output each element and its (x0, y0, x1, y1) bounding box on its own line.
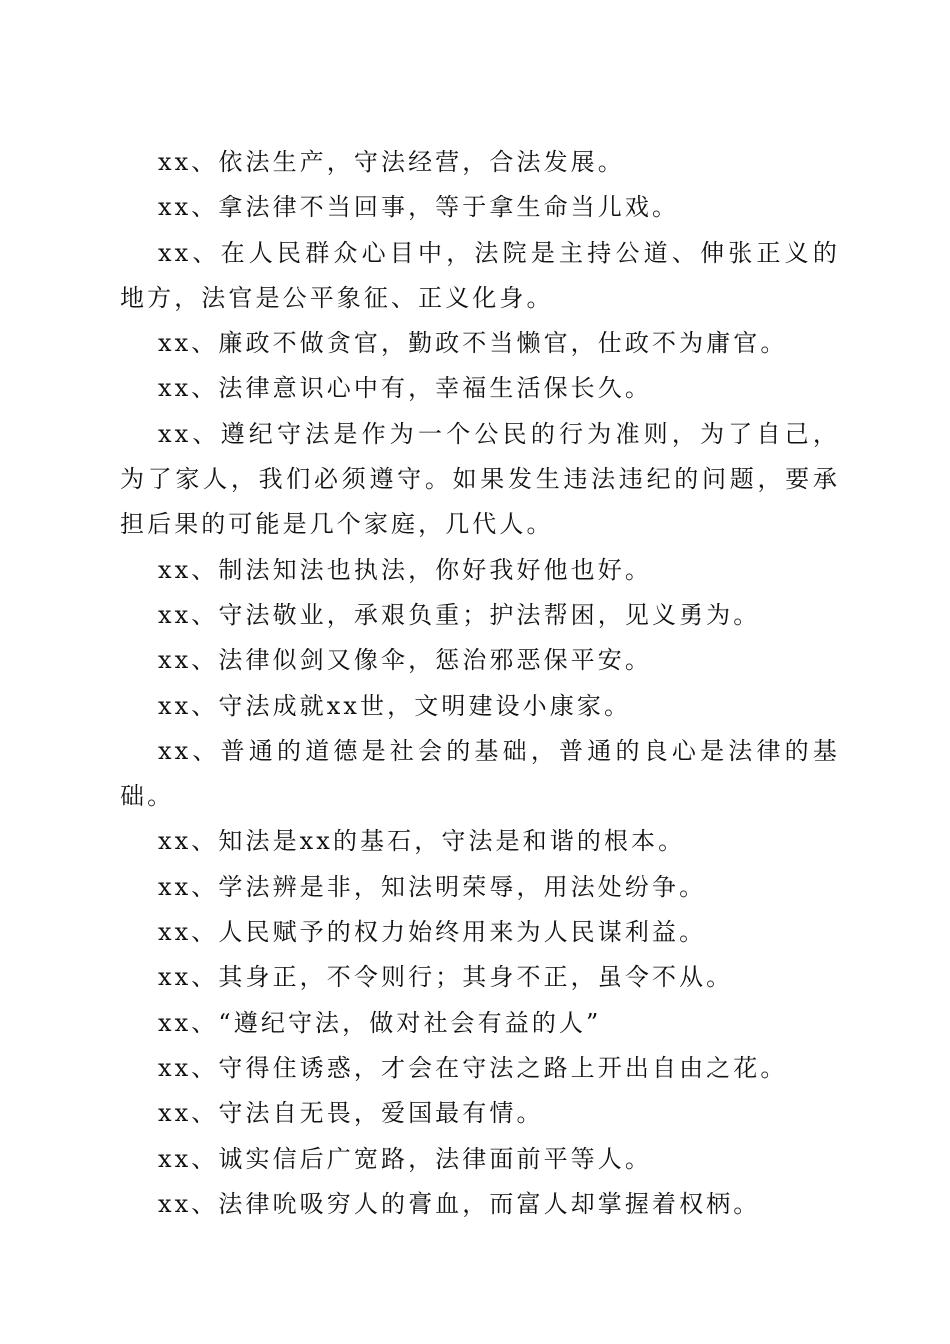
paragraph: xx、守法成就xx世，文明建设小康家。 (158, 691, 632, 720)
paragraph: xx、其身正，不令则行；其身不正，虽令不从。 (158, 963, 734, 992)
paragraph: xx、法律似剑又像伞，惩治邪恶保平安。 (158, 646, 652, 675)
paragraph: xx、廉政不做贪官，勤政不当懒官，仕政不为庸官。 (158, 329, 788, 358)
paragraph: xx、知法是xx的基石，守法是和谐的根本。 (158, 827, 686, 856)
paragraph: xx、法律意识心中有，幸福生活保长久。 (158, 374, 652, 403)
document-body (120, 140, 840, 1227)
paragraph: xx、依法生产，守法经营，合法发展。 (158, 148, 625, 176)
paragraph: xx、法律吮吸穷人的膏血，而富人却掌握着权柄。 (158, 1189, 761, 1218)
paragraph: xx、“遵纪守法，做对社会有益的人” (158, 1008, 602, 1037)
paragraph: xx、在人民群众心目中，法院是主持公道、伸张正义的地方，法官是公平象征、正义化身。 (120, 238, 840, 312)
paragraph: xx、守法敬业，承艰负重；护法帮困，见义勇为。 (158, 600, 761, 629)
paragraph: xx、学法辨是非，知法明荣辱，用法处纷争。 (158, 872, 707, 901)
paragraph: xx、守得住诱惑，才会在守法之路上开出自由之花。 (158, 1053, 788, 1082)
paragraph: xx、人民赋予的权力始终用来为人民谋利益。 (158, 918, 707, 947)
paragraph: xx、遵纪守法是作为一个公民的行为准则，为了自己，为了家人，我们必须遵守。如果发生违法违纪的问题，要承担后果的可能是几个家庭，几代人。 (120, 419, 840, 539)
paragraph: xx、拿法律不当回事，等于拿生命当儿戏。 (158, 193, 680, 222)
paragraph: xx、诚实信后广宽路，法律面前平等人。 (158, 1144, 652, 1173)
paragraph: xx、普通的道德是社会的基础，普通的良心是法律的基础。 (120, 736, 840, 811)
paragraph: xx、守法自无畏，爱国最有情。 (158, 1099, 544, 1128)
paragraph: xx、制法知法也执法，你好我好他也好。 (158, 555, 652, 584)
